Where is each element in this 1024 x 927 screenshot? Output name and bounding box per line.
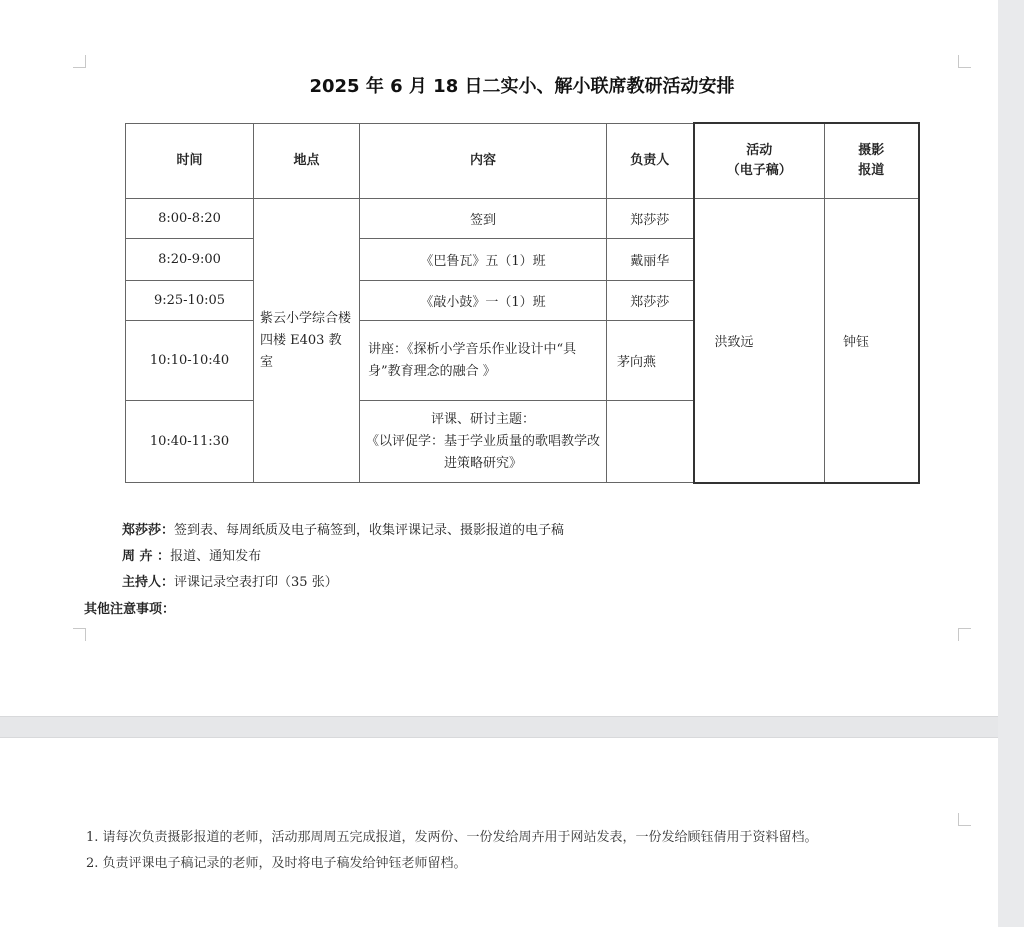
header-time: 时间 <box>126 123 254 199</box>
time-cell: 9:25-10:05 <box>126 281 254 321</box>
duty-item <box>122 518 564 544</box>
header-photo-line2: 报道 <box>858 163 885 178</box>
activity-person-cell: 洪致远 <box>694 199 825 483</box>
duty-item <box>122 544 564 570</box>
header-activity <box>694 123 825 199</box>
content-line1: 评课、研讨主题： <box>430 411 535 427</box>
header-owner: 负责人 <box>607 123 694 199</box>
duty-label: 郑莎莎： <box>122 523 175 538</box>
header-photo <box>825 123 919 199</box>
crop-mark <box>958 628 971 641</box>
list-item: 2. 负责评课电子稿记录的老师，及时将电子稿发给钟钰老师留档。 <box>86 856 467 871</box>
crop-mark <box>73 55 86 68</box>
duty-item <box>122 570 564 596</box>
header-photo-line1: 摄影 <box>858 143 885 158</box>
content-cell: 《敲小鼓》一（1）班 <box>360 281 607 321</box>
duty-text: 评课记录空表打印（35 张） <box>174 575 338 590</box>
notes-list-body <box>86 825 818 877</box>
crop-mark <box>73 628 86 641</box>
photo-person-cell: 钟钰 <box>825 199 919 483</box>
other-notes-heading: 其他注意事项： <box>84 602 176 617</box>
place-cell: 紫云小学综合楼四楼 E403 教室 <box>254 199 360 483</box>
owner-cell: 郑莎莎 <box>607 281 694 321</box>
content-cell: 讲座：《探析小学音乐作业设计中“具身”教育理念的融合 》 <box>360 321 607 401</box>
page-title: 2025 年 6 月 18 日二实小、解小联席教研活动安排 <box>309 76 735 97</box>
header-activity-line1: 活动 <box>746 143 773 158</box>
header-activity-line2: （电子稿） <box>726 163 792 178</box>
owner-cell <box>607 401 694 483</box>
list-item: 1. 请每次负责摄影报道的老师，活动那周周五完成报道，发两份、一份发给周卉用于网站发表，一份发给顾钰倩用于资料留档。 <box>86 830 818 845</box>
owner-cell: 郑莎莎 <box>607 199 694 239</box>
time-cell: 10:10-10:40 <box>126 321 254 401</box>
content-cell: 签到 <box>360 199 607 239</box>
owner-cell: 戴丽华 <box>607 239 694 281</box>
time-cell: 8:00-8:20 <box>126 199 254 239</box>
header-place: 地点 <box>254 123 360 199</box>
content-line2: 《以评促学：基于学业质量的歌唱教学改进策略研究》 <box>365 433 600 471</box>
content-cell <box>360 401 607 483</box>
time-cell: 8:20-9:00 <box>126 239 254 281</box>
table-header-row <box>126 123 919 199</box>
header-content: 内容 <box>360 123 607 199</box>
page-gap <box>0 716 998 738</box>
right-gutter <box>998 0 1024 927</box>
crop-mark <box>958 813 971 826</box>
duty-text: 签到表、每周纸质及电子稿签到，收集评课记录、摄影报道的电子稿 <box>174 523 565 538</box>
crop-mark <box>958 55 971 68</box>
duty-text: 报道、通知发布 <box>170 549 262 564</box>
duties-list <box>122 518 564 596</box>
duty-label: 周 卉 ： <box>122 549 171 564</box>
schedule-table <box>125 122 920 484</box>
time-cell: 10:40-11:30 <box>126 401 254 483</box>
content-cell: 《巴鲁瓦》五（1）班 <box>360 239 607 281</box>
owner-cell: 茅向燕 <box>607 321 694 401</box>
duty-label: 主持人： <box>122 575 175 590</box>
table-row <box>126 199 919 239</box>
